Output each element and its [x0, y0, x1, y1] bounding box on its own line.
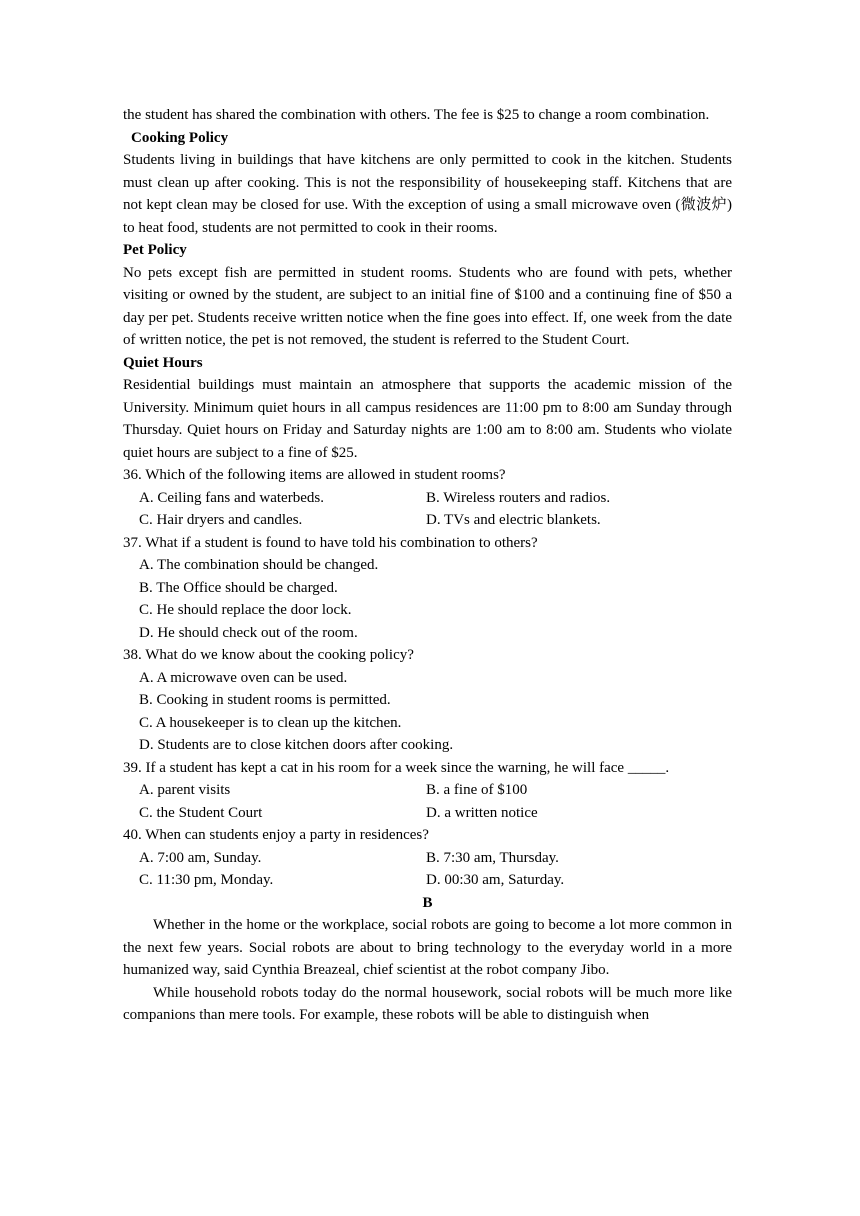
option-row: [123, 487, 732, 510]
option-a: A. The combination should be changed.: [139, 557, 379, 573]
question-stem: 37. What if a student is found to have told his combination to others?: [123, 534, 538, 551]
option-a: A. 7:00 am, Sunday.: [139, 849, 262, 866]
lock-policy-tail: the student has shared the combination with others. The fee is $25 to change a room combination.: [123, 107, 710, 123]
cooking-policy-heading: Cooking Policy: [131, 129, 229, 146]
option-d: D. TVs and electric blankets.: [426, 512, 601, 528]
pet-policy-body: No pets except fish are permitted in student rooms. Students who are found with pets, whether visiting or owned by the student, are subject to an initial fine of $100 and a continuing fine of $50 a day per pet. Students receive written notice when the fine goes into effect. If, one week from the date of written notice, the pet is not removed, the student is referred to the Student Court.: [123, 264, 732, 348]
option-row: [123, 869, 732, 892]
option-b: B. Cooking in student rooms is permitted.: [139, 692, 391, 708]
option-b: B. The Office should be charged.: [139, 579, 338, 596]
document-content: [123, 104, 732, 1027]
question-39: [123, 757, 732, 825]
section-b-paragraph: Whether in the home or the workplace, social robots are going to become a lot more common in the next few years. Social robots are about to bring technology to the everyday world in a more humanized way, said Cynthia Breazeal, chief scientist at the robot company Jibo.: [123, 917, 732, 978]
section-b-heading: B: [422, 894, 433, 911]
option-row: [123, 779, 732, 802]
question-38: [123, 644, 732, 757]
quiet-hours-body: Residential buildings must maintain an atmosphere that supports the academic mission of the University. Minimum quiet hours in all campus residences are 11:00 pm to 8:00 am Sunday through Thursday. Quiet hours on Friday and Saturday nights are 1:00 am to 8:00 am. Students who violate quiet hours are subject to a fine of $25.: [123, 377, 732, 461]
cooking-policy-body: Students living in buildings that have kitchens are only permitted to cook in the kitchen. Students must clean up after cooking. This is not the responsibility of housekeeping staff. Kitchens that are not kept clean may be closed for use. With the exception of using a small microwave oven (微波炉) to heat food, students are not permitted to cook in their rooms.: [123, 152, 732, 236]
option-d: D. Students are to close kitchen doors after cooking.: [139, 737, 454, 753]
option-b: B. a fine of $100: [426, 782, 528, 798]
option-d: D. a written notice: [426, 804, 538, 821]
question-37: [123, 532, 732, 645]
option-a: A. Ceiling fans and waterbeds.: [139, 489, 324, 506]
option-c: C. He should replace the door lock.: [139, 602, 352, 618]
option-b: B. Wireless routers and radios.: [426, 489, 611, 506]
question-40: [123, 824, 732, 892]
option-c: C. the Student Court: [139, 804, 263, 821]
question-stem: 39. If a student has kept a cat in his room for a week since the warning, he will face _____.: [123, 759, 670, 776]
question-36: [123, 464, 732, 532]
option-d: D. 00:30 am, Saturday.: [426, 872, 565, 888]
section-b-paragraph: While household robots today do the normal housework, social robots will be much more like companions than mere tools. For example, these robots will be able to distinguish when: [123, 984, 732, 1023]
option-d: D. He should check out of the room.: [139, 624, 358, 641]
question-stem: 38. What do we know about the cooking policy?: [123, 647, 414, 663]
quiet-hours-heading: Quiet Hours: [123, 354, 203, 371]
question-stem: 40. When can students enjoy a party in residences?: [123, 827, 429, 843]
option-row: [123, 509, 732, 532]
pet-policy-heading: Pet Policy: [123, 242, 187, 258]
option-a: A. A microwave oven can be used.: [139, 669, 348, 686]
question-stem: 36. Which of the following items are allowed in student rooms?: [123, 467, 506, 483]
option-c: C. 11:30 pm, Monday.: [139, 872, 274, 888]
option-row: [123, 847, 732, 870]
option-a: A. parent visits: [139, 782, 231, 798]
option-b: B. 7:30 am, Thursday.: [426, 849, 559, 866]
option-c: C. A housekeeper is to clean up the kitchen.: [139, 714, 402, 731]
option-c: C. Hair dryers and candles.: [139, 512, 303, 528]
option-row: [123, 802, 732, 825]
